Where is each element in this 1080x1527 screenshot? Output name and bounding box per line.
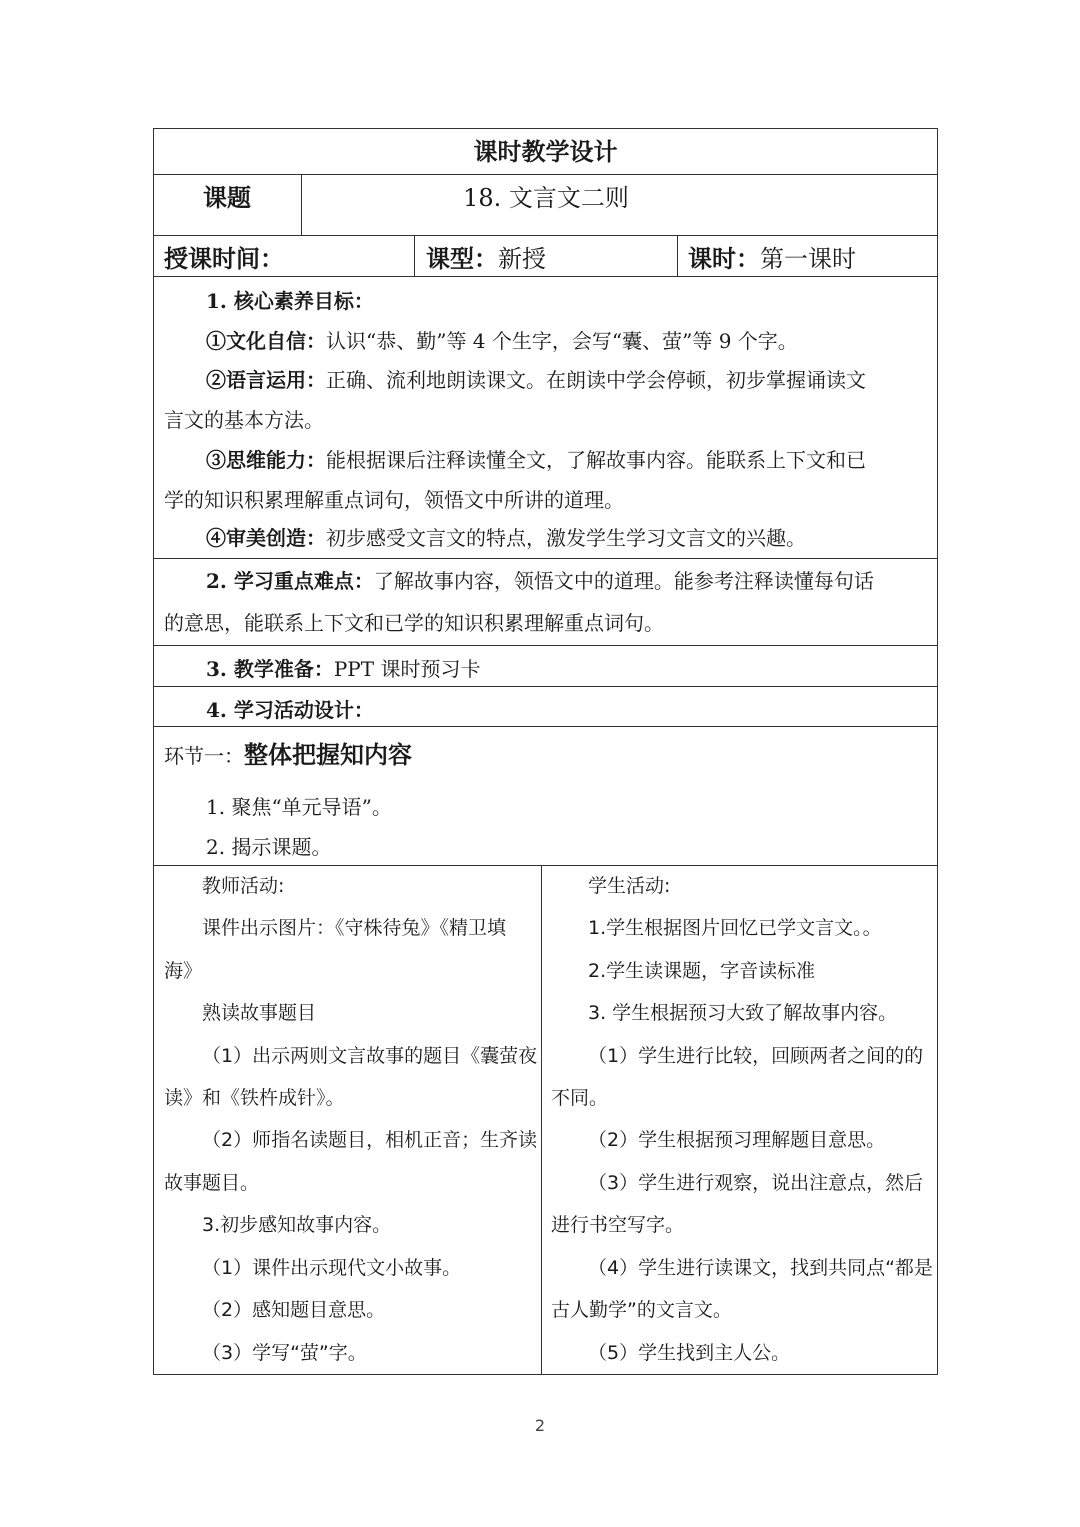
- student-line: 古人勤学”的文言文。: [551, 1299, 732, 1321]
- teacher-line: 课件出示图片：《守株待兔》《精卫填: [202, 917, 507, 939]
- section-1-item-2: 2. 揭示课题。: [206, 835, 332, 859]
- goals-heading: 1. 核心素养目标：: [206, 289, 374, 313]
- goal-1-label: ①文化自信：: [206, 329, 326, 353]
- topic-label: 课题: [203, 183, 251, 212]
- table-rule: [414, 235, 415, 276]
- goal-3-text: 能根据课后注释读懂全文，了解故事内容。能联系上下文和已: [326, 448, 866, 472]
- teacher-line: 熟读故事题目: [202, 1002, 317, 1024]
- period-value: 第一课时: [760, 245, 856, 273]
- page-number: 2: [534, 1416, 546, 1435]
- teacher-line: （1）课件出示现代文小故事。: [202, 1257, 462, 1279]
- student-line: 进行书空写字。: [551, 1214, 685, 1236]
- time-label: 授课时间：: [164, 244, 284, 273]
- teacher-line: （3）学写“萤”字。: [202, 1342, 367, 1364]
- key-points: [206, 571, 874, 591]
- teacher-line: 3.初步感知故事内容。: [202, 1214, 392, 1236]
- table-rule: [153, 865, 938, 866]
- table-rule: [153, 558, 938, 559]
- goal-4-label: ④审美创造：: [206, 526, 326, 550]
- student-line: 2.学生读课题，字音读标准: [588, 960, 816, 982]
- goal-2-cont: 言文的基本方法。: [164, 408, 324, 432]
- teacher-line: （2）感知题目意思。: [202, 1299, 386, 1321]
- type-label: 课型：: [426, 244, 498, 273]
- student-heading: 学生活动:: [588, 875, 671, 897]
- goal-2: [206, 370, 866, 390]
- goal-1: [206, 331, 798, 351]
- table-rule: [153, 645, 938, 646]
- section-1-item-1: 1. 聚焦“单元导语”。: [206, 795, 392, 819]
- table-rule: [153, 174, 938, 175]
- goal-2-text: 正确、流利地朗读课文。在朗读中学会停顿，初步掌握诵读文: [326, 368, 866, 392]
- goal-3-cont: 学的知识积累理解重点词句，领悟文中所讲的道理。: [164, 488, 624, 512]
- student-line: （1）学生进行比较，回顾两者之间的的: [588, 1045, 924, 1067]
- student-line: （3）学生进行观察，说出注意点，然后: [588, 1172, 924, 1194]
- goal-4: [206, 528, 806, 548]
- goal-1-text: 认识“恭、勤”等 4 个生字，会写“囊、萤”等 9 个字。: [326, 329, 798, 353]
- teacher-line: 海》: [164, 960, 203, 982]
- prep-text: PPT 课时预习卡: [333, 657, 481, 681]
- table-rule: [677, 235, 678, 276]
- teacher-line: 读》和《铁杵成针》。: [164, 1087, 345, 1109]
- table-title: 课时教学设计: [473, 137, 618, 166]
- period-label: 课时：: [688, 244, 760, 273]
- teacher-heading: 教师活动:: [202, 875, 285, 897]
- teacher-line: 故事题目。: [164, 1172, 260, 1194]
- key-points-text: 了解故事内容，领悟文中的道理。能参考注释读懂每句话: [373, 569, 874, 593]
- student-line: 不同。: [551, 1087, 609, 1109]
- student-line: （4）学生进行读课文，找到共同点“都是: [588, 1257, 933, 1279]
- topic-value: 18. 文言文二则: [463, 184, 629, 212]
- table-rule: [153, 276, 938, 277]
- goal-2-label: ②语言运用：: [206, 368, 326, 392]
- key-points-cont: 的意思，能联系上下文和已学的知识积累理解重点词句。: [164, 611, 664, 635]
- prep-label: 3. 教学准备：: [206, 657, 334, 681]
- key-points-label: 2. 学习重点难点：: [206, 569, 374, 593]
- student-line: 3. 学生根据预习大致了解故事内容。: [588, 1002, 898, 1024]
- teacher-line: （2）师指名读题目，相机正音；生齐读: [202, 1129, 538, 1151]
- table-rule: [541, 865, 542, 1375]
- section-1-title: 整体把握知内容: [244, 741, 412, 769]
- student-line: 1.学生根据图片回忆已学文言文。。: [588, 917, 882, 939]
- table-rule: [153, 235, 938, 236]
- type-field: [426, 244, 546, 273]
- type-value: 新授: [498, 245, 546, 273]
- table-rule: [153, 686, 938, 687]
- goal-4-text: 初步感受文言文的特点，激发学生学习文言文的兴趣。: [326, 526, 806, 550]
- prep: [206, 659, 480, 679]
- section-1-prefix: 环节一：: [164, 744, 244, 768]
- table-rule: [153, 726, 938, 727]
- goal-3-label: ③思维能力：: [206, 448, 326, 472]
- student-line: （5）学生找到主人公。: [588, 1342, 791, 1364]
- design-label: 4. 学习活动设计：: [206, 698, 374, 722]
- student-line: （2）学生根据预习理解题目意思。: [588, 1129, 886, 1151]
- goal-3: [206, 450, 866, 470]
- period-field: [688, 244, 856, 273]
- teacher-line: （1）出示两则文言故事的题目《囊萤夜: [202, 1045, 538, 1067]
- section-1-heading: [164, 743, 412, 767]
